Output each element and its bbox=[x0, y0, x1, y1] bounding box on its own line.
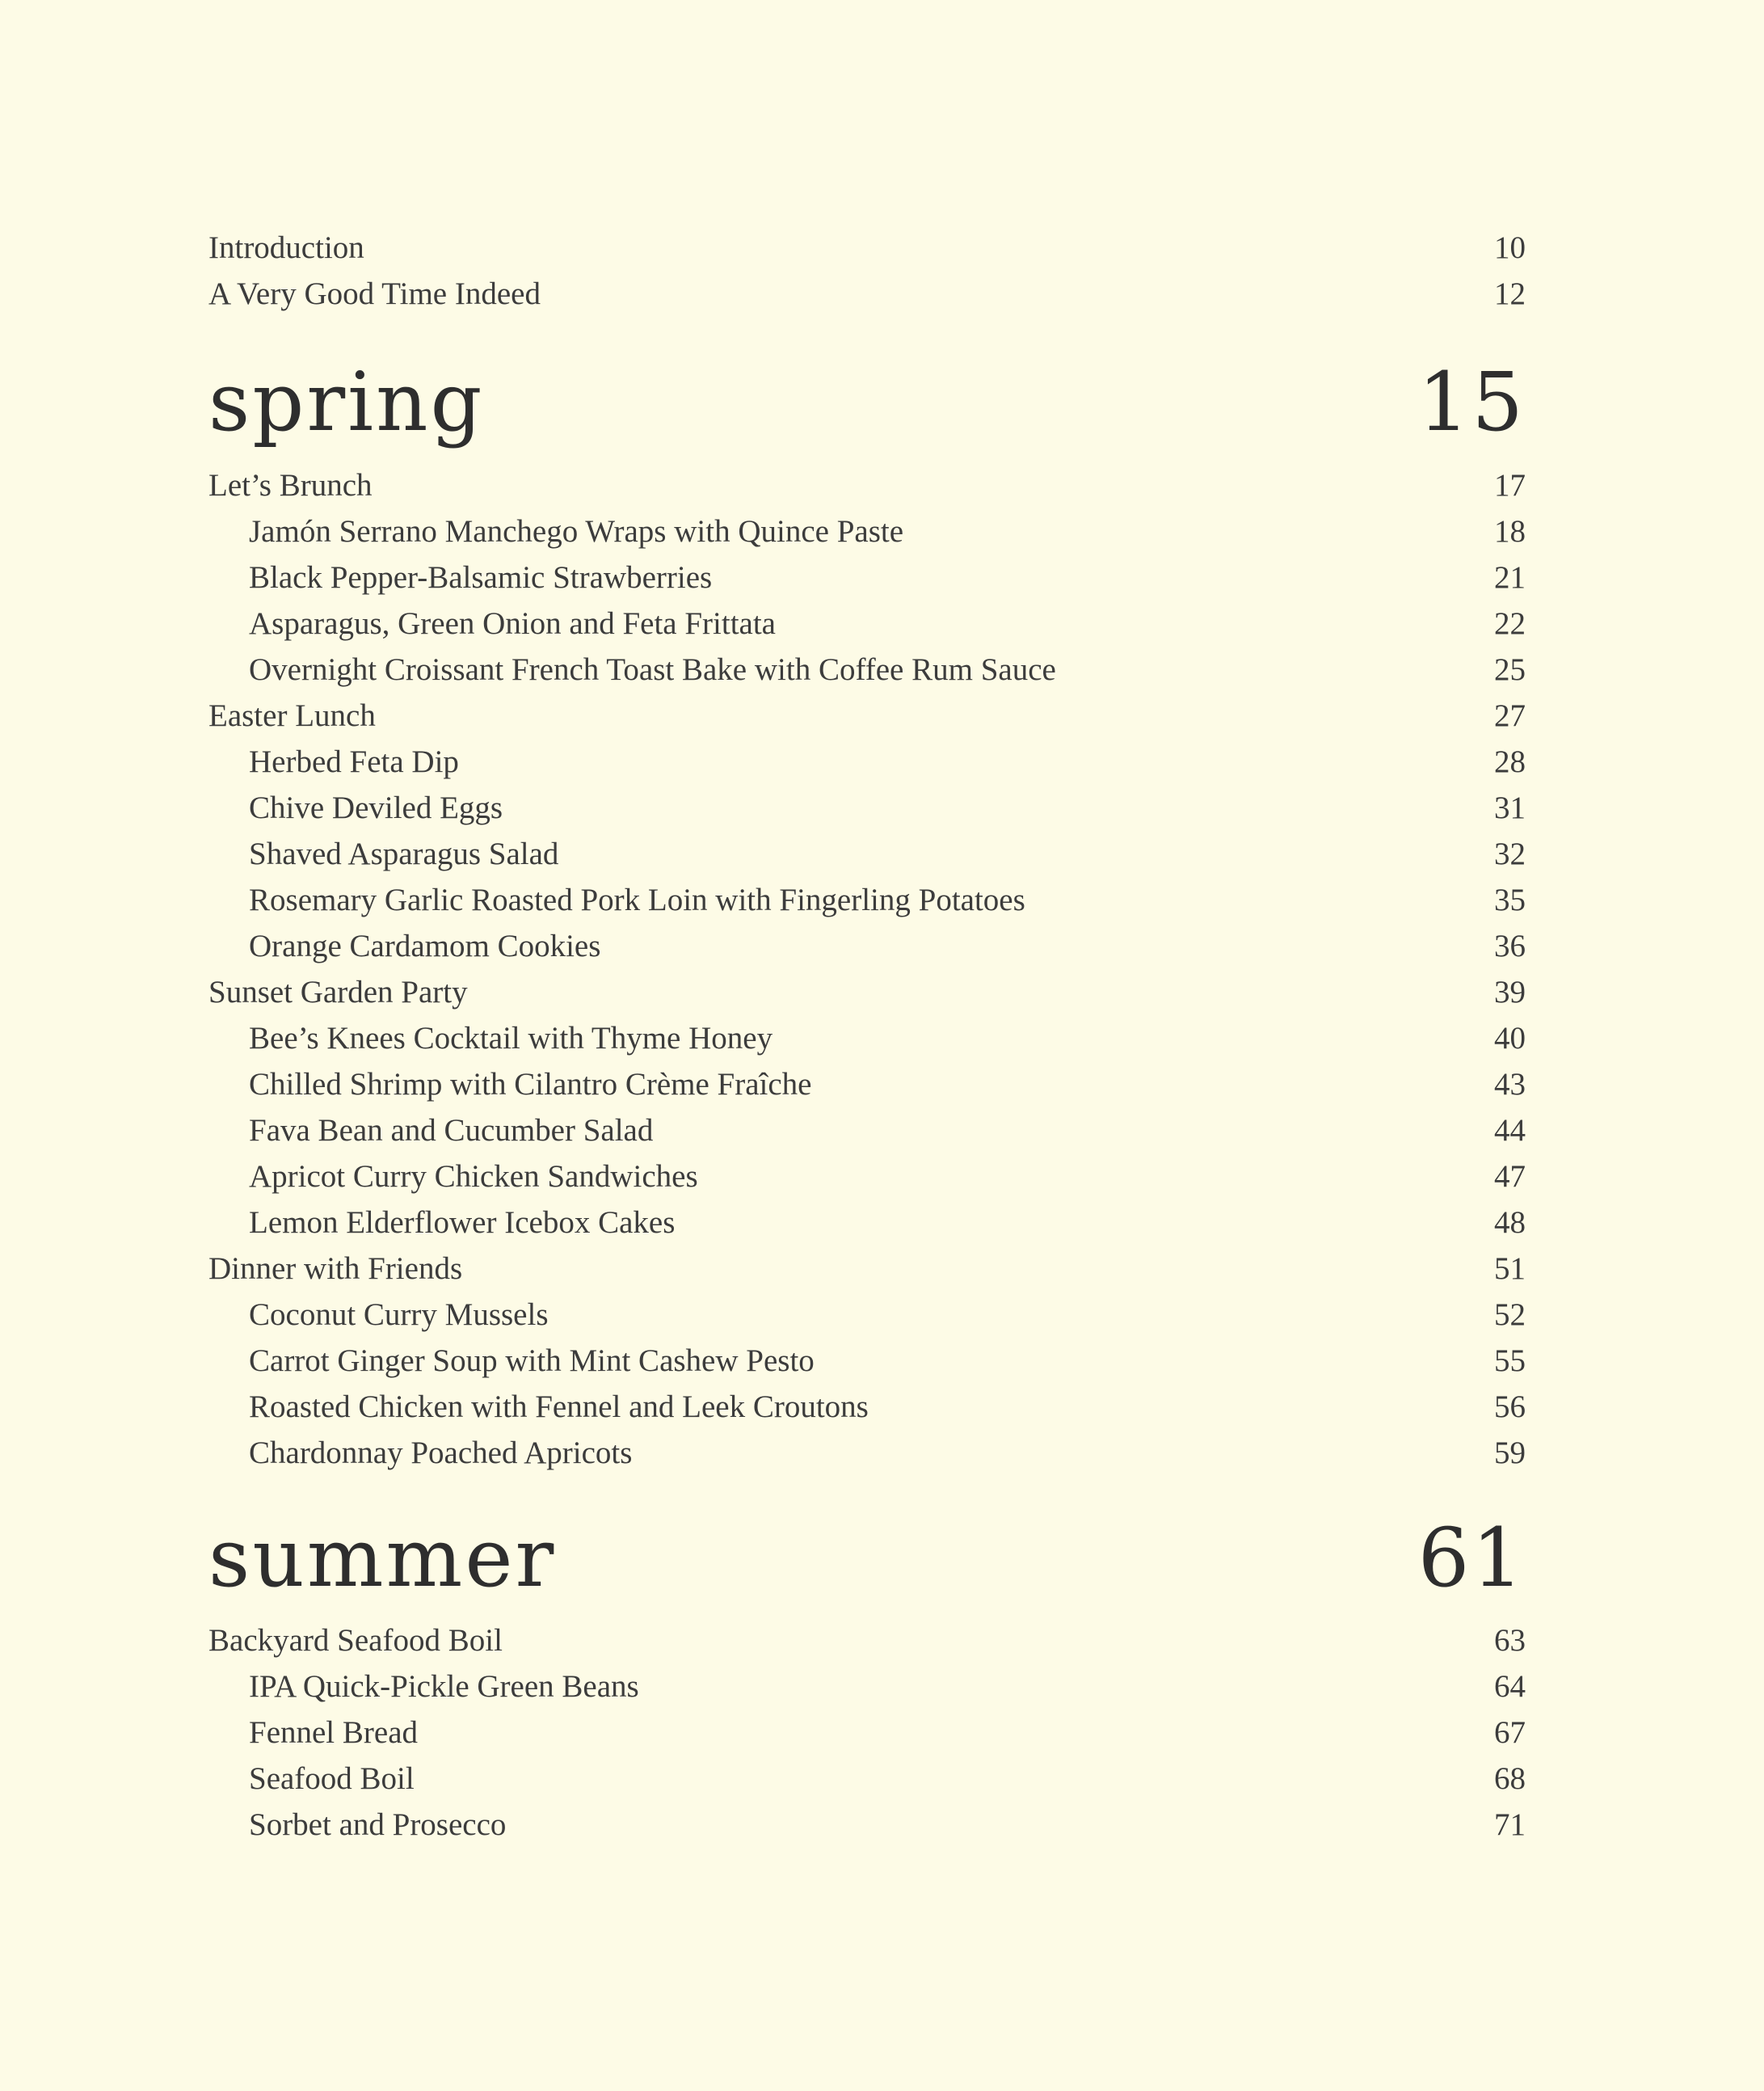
recipe-entry-title: Roasted Chicken with Fennel and Leek Croutons bbox=[249, 1389, 869, 1424]
recipe-entry-page-number: 67 bbox=[1494, 1715, 1526, 1750]
recipe-entry-title: Apricot Curry Chicken Sandwiches bbox=[249, 1159, 698, 1194]
recipe-entry-page-number: 64 bbox=[1494, 1669, 1526, 1704]
section-heading-title: spring bbox=[208, 355, 485, 449]
recipe-entry-page-number: 32 bbox=[1494, 837, 1526, 871]
recipe-entry-title: Chardonnay Poached Apricots bbox=[249, 1435, 633, 1470]
recipe-entry-page-number: 18 bbox=[1494, 514, 1526, 549]
recipe-entry-page-number: 68 bbox=[1494, 1761, 1526, 1796]
menu-entry-page-number: 39 bbox=[1494, 975, 1526, 1010]
recipe-entry-page-number: 55 bbox=[1494, 1343, 1526, 1378]
recipe-entry-title: Sorbet and Prosecco bbox=[249, 1807, 507, 1842]
section-heading-page-number: 61 bbox=[1417, 1511, 1526, 1605]
recipe-entry-title: Chive Deviled Eggs bbox=[249, 790, 503, 825]
menu-entry-title: Let’s Brunch bbox=[208, 468, 373, 503]
recipe-entry-title: Rosemary Garlic Roasted Pork Loin with Fingerling Potatoes bbox=[249, 883, 1025, 917]
recipe-entry-title: IPA Quick-Pickle Green Beans bbox=[249, 1669, 639, 1704]
recipe-entry-title: Bee’s Knees Cocktail with Thyme Honey bbox=[249, 1021, 773, 1056]
recipe-entry-title: Black Pepper-Balsamic Strawberries bbox=[249, 560, 713, 595]
recipe-entry-page-number: 31 bbox=[1494, 790, 1526, 825]
menu-entry-title: Sunset Garden Party bbox=[208, 975, 468, 1010]
recipe-entry-title: Carrot Ginger Soup with Mint Cashew Pesto bbox=[249, 1343, 815, 1378]
recipe-entry-title: Coconut Curry Mussels bbox=[249, 1297, 549, 1332]
recipe-entry-page-number: 25 bbox=[1494, 652, 1526, 687]
menu-entry-page-number: 63 bbox=[1494, 1623, 1526, 1658]
recipe-entry-page-number: 35 bbox=[1494, 883, 1526, 917]
recipe-entry-page-number: 44 bbox=[1494, 1113, 1526, 1148]
recipe-entry-title: Chilled Shrimp with Cilantro Crème Fraîche bbox=[249, 1067, 812, 1102]
menu-entry-page-number: 17 bbox=[1494, 468, 1526, 503]
front-matter-entry-page-number: 12 bbox=[1494, 276, 1526, 311]
recipe-entry-title: Jamón Serrano Manchego Wraps with Quince Paste bbox=[249, 514, 904, 549]
front-matter-entry-page-number: 10 bbox=[1494, 230, 1526, 265]
recipe-entry-page-number: 21 bbox=[1494, 560, 1526, 595]
section-heading-page-number: 15 bbox=[1417, 355, 1526, 449]
recipe-entry-page-number: 71 bbox=[1494, 1807, 1526, 1842]
recipe-entry-title: Asparagus, Green Onion and Feta Frittata bbox=[249, 606, 776, 641]
recipe-entry-page-number: 59 bbox=[1494, 1435, 1526, 1470]
menu-entry-page-number: 27 bbox=[1494, 698, 1526, 733]
recipe-entry-title: Herbed Feta Dip bbox=[249, 744, 459, 779]
recipe-entry-page-number: 52 bbox=[1494, 1297, 1526, 1332]
recipe-entry-title: Fava Bean and Cucumber Salad bbox=[249, 1113, 654, 1148]
recipe-entry-page-number: 40 bbox=[1494, 1021, 1526, 1056]
recipe-entry-title: Overnight Croissant French Toast Bake with Coffee Rum Sauce bbox=[249, 652, 1056, 687]
recipe-entry-title: Lemon Elderflower Icebox Cakes bbox=[249, 1205, 676, 1240]
menu-entry-title: Backyard Seafood Boil bbox=[208, 1623, 503, 1658]
recipe-entry-title: Fennel Bread bbox=[249, 1715, 419, 1750]
recipe-entry-page-number: 48 bbox=[1494, 1205, 1526, 1240]
menu-entry-title: Dinner with Friends bbox=[208, 1251, 463, 1286]
recipe-entry-page-number: 28 bbox=[1494, 744, 1526, 779]
recipe-entry-title: Shaved Asparagus Salad bbox=[249, 837, 559, 871]
front-matter-entry-title: A Very Good Time Indeed bbox=[208, 276, 541, 311]
section-heading-title: summer bbox=[208, 1511, 557, 1605]
front-matter-entry-title: Introduction bbox=[208, 230, 364, 265]
menu-entry-page-number: 51 bbox=[1494, 1251, 1526, 1286]
menu-entry-title: Easter Lunch bbox=[208, 698, 376, 733]
recipe-entry-page-number: 36 bbox=[1494, 929, 1526, 963]
recipe-entry-title: Seafood Boil bbox=[249, 1761, 415, 1796]
recipe-entry-page-number: 56 bbox=[1494, 1389, 1526, 1424]
recipe-entry-title: Orange Cardamom Cookies bbox=[249, 929, 601, 963]
recipe-entry-page-number: 43 bbox=[1494, 1067, 1526, 1102]
recipe-entry-page-number: 22 bbox=[1494, 606, 1526, 641]
recipe-entry-page-number: 47 bbox=[1494, 1159, 1526, 1194]
